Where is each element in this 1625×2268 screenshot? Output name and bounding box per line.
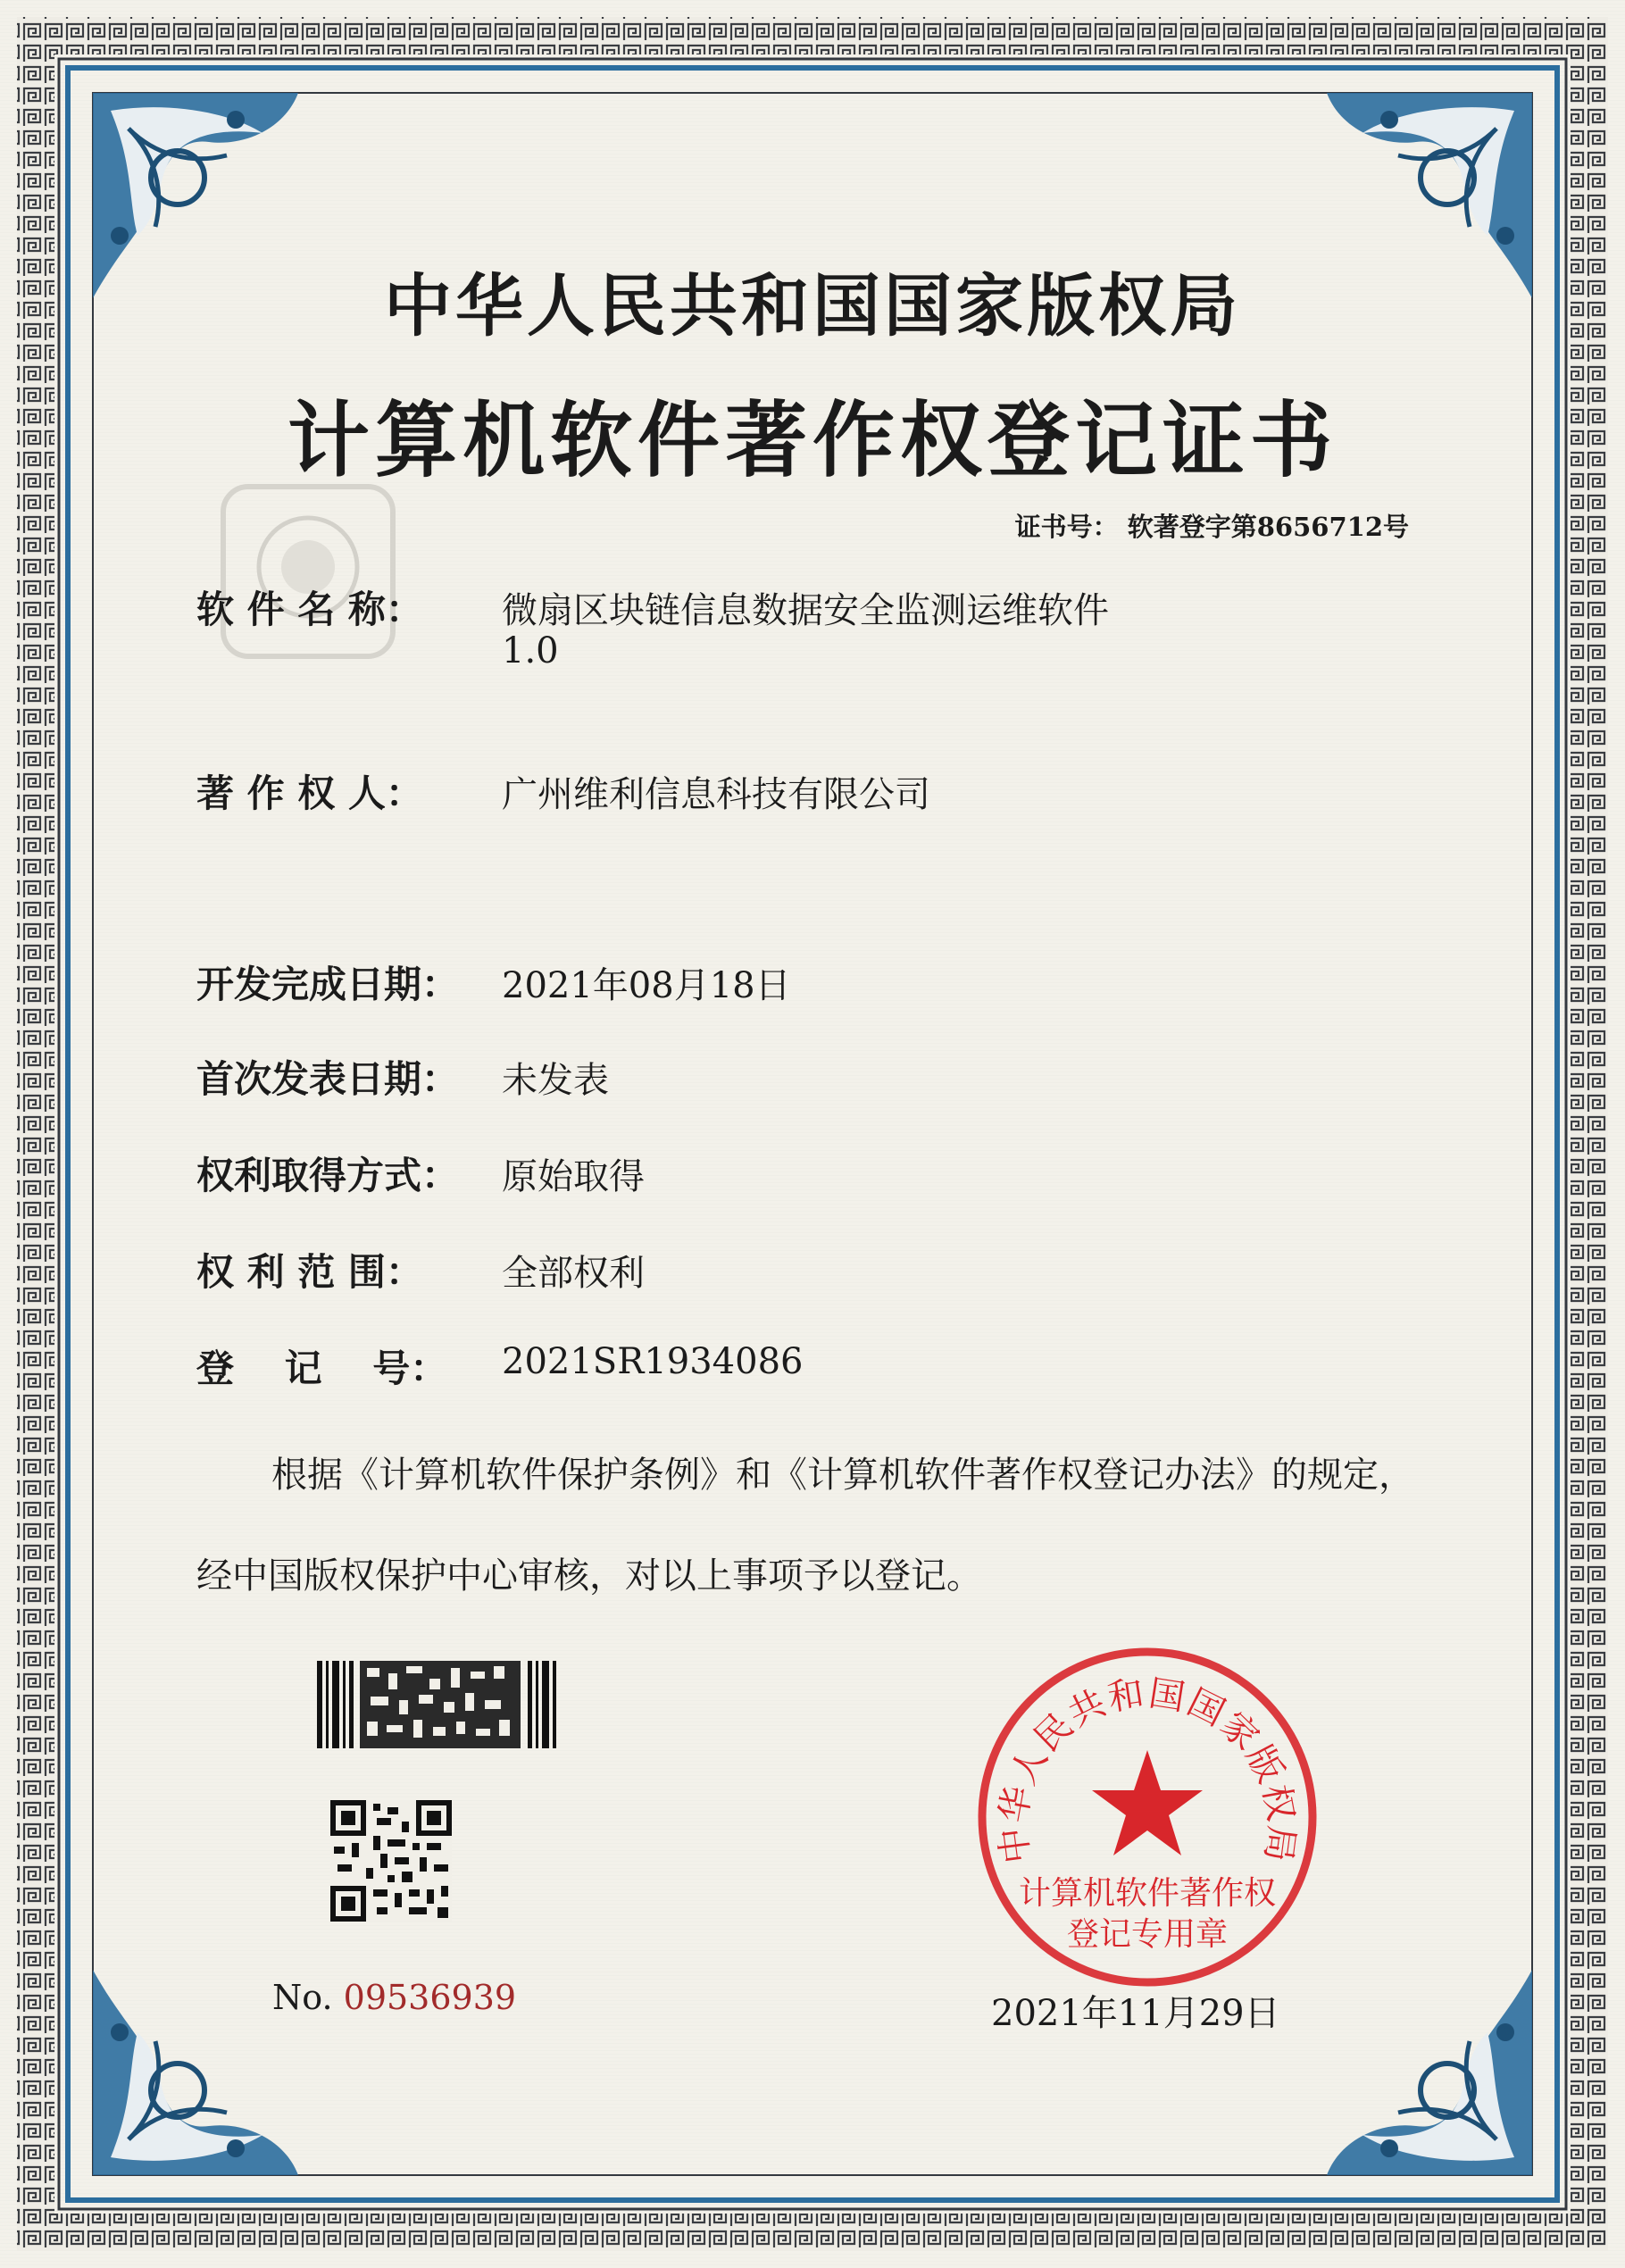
- field-label: 权 利 范 围：: [196, 1250, 423, 1294]
- field-label: 著 作 权 人：: [196, 771, 423, 815]
- field-value: 2021年08月18日: [502, 965, 791, 1006]
- serial-number: [272, 1978, 516, 2017]
- issue-date: 2021年11月29日: [991, 1993, 1280, 2034]
- field-label: 软 件 名 称：: [196, 588, 423, 631]
- field-label: 登 记 号：: [196, 1347, 448, 1390]
- statement-paragraph: [196, 1425, 1446, 1627]
- certificate-number-value: 软著登字第8656712号: [1127, 512, 1409, 542]
- certificate-number: [1015, 507, 1409, 544]
- authority-heading: 中华人民共和国国家版权局: [384, 266, 1241, 346]
- field-value: 广州维利信息科技有限公司: [502, 774, 930, 815]
- field-value-line2: 1.0: [502, 630, 559, 671]
- seal-inner-line1: 计算机软件著作权: [1018, 1875, 1277, 1912]
- statement-line: 根据《计算机软件保护条例》和《计算机软件著作权登记办法》的: [271, 1455, 1307, 1496]
- statement-line: 规定，经中国版权保护中心审核，对以上事项予以登记。: [196, 1455, 1414, 1597]
- serial-number-value: 09536939: [343, 1978, 517, 2017]
- barcode: [317, 1661, 556, 1748]
- field-value: 原始取得: [502, 1156, 645, 1197]
- field-value: 全部权利: [502, 1253, 645, 1294]
- field-label: 开发完成日期：: [196, 963, 460, 1006]
- field-label: 权利取得方式：: [196, 1154, 460, 1197]
- seal-ring-text: 中华人民共和国国家版权局: [992, 1672, 1303, 1866]
- certificate-number-label: 证书号：: [1014, 512, 1119, 542]
- official-seal: [973, 1643, 1321, 1991]
- serial-number-label: No.: [272, 1978, 333, 2017]
- star-icon: [1092, 1750, 1203, 1855]
- field-value: 2021SR1934086: [502, 1341, 804, 1382]
- qr-code: [330, 1800, 452, 1922]
- field-value: 微扇区块链信息数据安全监测运维软件: [502, 590, 1109, 631]
- field-value: 未发表: [502, 1060, 609, 1101]
- field-label: 首次发表日期：: [196, 1057, 460, 1101]
- seal-inner-line2: 登记专用章: [1066, 1916, 1229, 1953]
- watermark-emblem: [214, 478, 402, 665]
- certificate-title: 计算机软件著作权登记证书: [287, 392, 1338, 488]
